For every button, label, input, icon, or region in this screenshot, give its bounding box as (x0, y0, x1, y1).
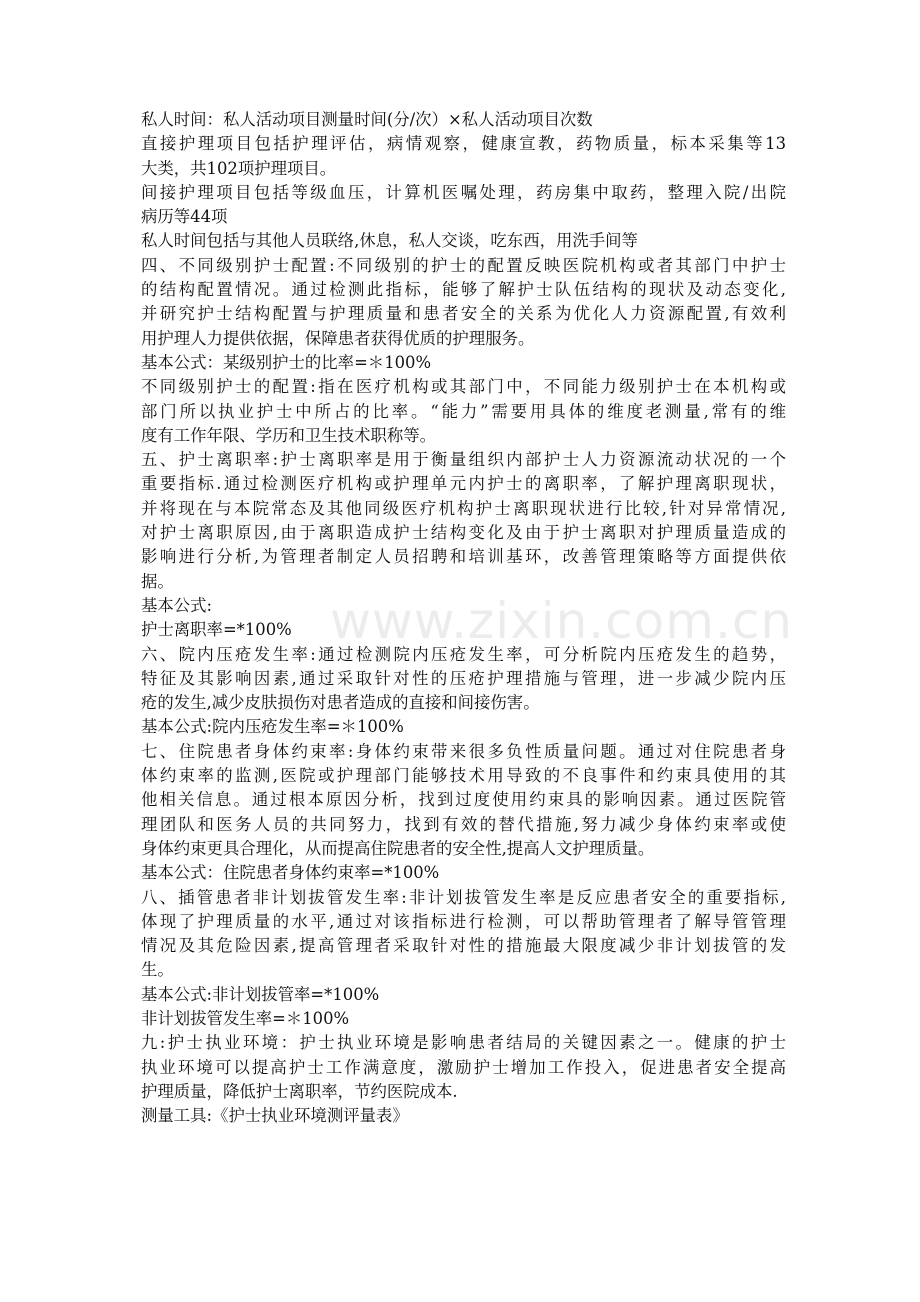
text-line: 私人时间：私人活动项目测量时间(分/次）×私人活动项目次数 (141, 110, 593, 129)
text-line: 直接护理项目包括护理评估，病情观察，健康宣教，药物质量，标本采集等13 (141, 134, 786, 154)
text-line: 并将现在与本院常态及其他同级医疗机构护士离职现状进行比较,针对异常情况, (141, 498, 786, 518)
text-line: 不同级别护士的配置:指在医疗机构或其部门中，不同能力级别护士在本机构或 (141, 377, 786, 397)
text-line: 八、插管患者非计划拔管发生率:非计划拔管发生率是反应患者安全的重要指标, (141, 887, 786, 907)
text-line: 基本公式:非计划拔管率=*100% (141, 984, 380, 1004)
text-line: 疮的发生,减少皮肤损伤对患者造成的直接和间接伤害。 (141, 693, 540, 713)
text-line: 六、院内压疮发生率:通过检测院内压疮发生率，可分析院内压疮发生的趋势， (141, 644, 786, 664)
text-line: 基本公式：某级别护士的比率=＊100% (141, 352, 432, 372)
text-line: 基本公式:院内压疮发生率=＊100% (141, 717, 404, 737)
text-line: 情况及其危险因素,提高管理者采取针对性的措施最大限度减少非计划拔管的发 (141, 936, 786, 956)
text-line: 基本公式: (141, 595, 213, 615)
text-line: 度有工作年限、学历和卫生技术职称等。 (141, 425, 437, 445)
text-line: 非计划拔管发生率=＊100% (141, 1008, 350, 1028)
text-line: 间接护理项目包括等级血压，计算机医嘱处理，药房集中取药，整理入院/出院 (141, 182, 786, 202)
text-line: 理团队和医务人员的共同努力，找到有效的替代措施,努力减少身体约束率或使 (141, 814, 786, 834)
text-line: 护士离职率=*100% (141, 620, 292, 640)
text-line: 特征及其影响因素,通过采取针对性的压疮护理措施与管理，进一步减少院内压 (141, 668, 786, 688)
text-line: 并研究护士结构配置与护理质量和患者安全的关系为优化人力资源配置,有效利 (141, 304, 786, 324)
text-line: 重要指标.通过检测医疗机构或护理单元内护士的离职率，了解护理离职现状， (141, 474, 786, 494)
document-body (141, 108, 786, 1128)
text-line: 据。 (141, 571, 174, 591)
text-line: 五、护士离职率:护士离职率是用于衡量组织内部护士人力资源流动状况的一个 (141, 450, 786, 470)
text-line: 私人时间包括与其他人员联络,休息，私人交谈，吃东西，用洗手间等 (141, 231, 638, 251)
text-line: 七、住院患者身体约束率:身体约束带来很多负性质量问题。通过对住院患者身 (141, 741, 786, 761)
text-line: 的结构配置情况。通过检测此指标，能够了解护士队伍结构的现状及动态变化, (141, 280, 786, 300)
text-line: 对护士离职原因,由于离职造成护士结构变化及由于护士离职对护理质量造成的 (141, 523, 786, 543)
text-line: 部门所以执业护士中所占的比率。“能力”需要用具体的维度老测量,常有的维 (141, 401, 786, 421)
text-line: 影响进行分析,为管理者制定人员招聘和培训基环，改善管理策略等方面提供依 (141, 547, 786, 567)
text-line: 体约束率的监测,医院或护理部门能够技术用导致的不良事件和约束具使用的其 (141, 766, 786, 786)
text-line: 四、不同级别护士配置:不同级别的护士的配置反映医院机构或者其部门中护士 (141, 255, 786, 275)
text-line: 用护理人力提供依据，保障患者获得优质的护理服务。 (141, 328, 535, 348)
text-line: 测量工具:《护士执业环境测评量表》 (141, 1106, 409, 1126)
text-line: 病历等44项 (141, 207, 228, 227)
text-line: 九:护士执业环境：护士执业环境是影响患者结局的关键因素之一。健康的护士 (141, 1033, 786, 1053)
text-line: 身体约束更具合理化，从而提高住院患者的安全性,提高人文护理质量。 (141, 838, 655, 858)
watermark: www.zixin.com.cn (330, 592, 794, 650)
text-line: 基本公式：住院患者身体约束率=*100% (141, 863, 440, 883)
text-line: 他相关信息。通过根本原因分析，找到过度使用约束具的影响因素。通过医院管 (141, 790, 786, 810)
text-line: 生。 (141, 960, 174, 980)
text-line: 护理质量，降低护士离职率，节约医院成本. (141, 1081, 458, 1101)
text-line: 大类，共102项护理项目。 (141, 158, 337, 178)
text-line: 执业环境可以提高护士工作满意度，激励护士增加工作投入，促进患者安全提高 (141, 1057, 786, 1077)
text-line: 体现了护理质量的水平,通过对该指标进行检测，可以帮助管理者了解导管管理 (141, 911, 786, 931)
